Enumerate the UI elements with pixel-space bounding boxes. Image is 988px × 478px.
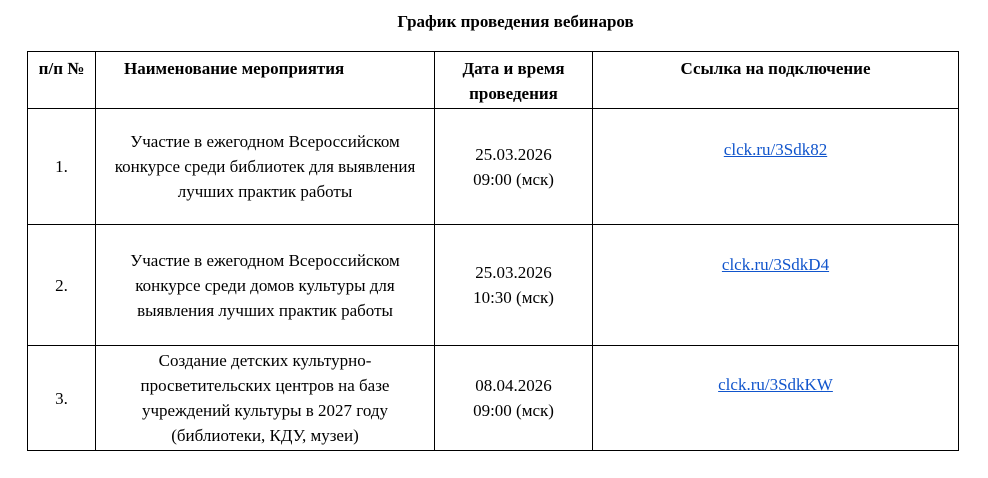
- header-link: Ссылка на подключение: [593, 52, 959, 109]
- event-datetime: [435, 346, 593, 451]
- table-row: [28, 109, 959, 225]
- header-datetime: [435, 52, 593, 109]
- event-link-cell: [593, 109, 959, 225]
- event-date: 08.04.2026: [475, 376, 552, 395]
- event-name: Участие в ежегодном Всероссийском конкурсе среди библиотек для выявления лучших практик работы: [96, 109, 435, 225]
- event-link-cell: [593, 346, 959, 451]
- event-date: 25.03.2026: [475, 144, 552, 164]
- event-time: 09:00 (мск): [473, 401, 554, 420]
- header-name: Наименование мероприятия: [96, 52, 435, 109]
- event-date: 25.03.2026: [475, 263, 552, 282]
- document-title: График проведения вебинаров: [397, 12, 634, 31]
- header-num: п/п №: [28, 52, 96, 109]
- row-number: 2.: [28, 225, 96, 346]
- event-datetime: [435, 109, 593, 225]
- event-time: 09:00 (мск): [473, 169, 554, 189]
- event-datetime: [435, 225, 593, 346]
- table-header-row: [28, 52, 959, 109]
- webinar-schedule-table: [27, 51, 959, 451]
- connection-link[interactable]: clck.ru/3SdkKW: [718, 375, 833, 394]
- table-row: [28, 346, 959, 451]
- header-datetime-line2: проведения: [469, 84, 558, 103]
- event-name: Участие в ежегодном Всероссийском конкурсе среди домов культуры для выявления лучших практик работы: [96, 225, 435, 346]
- header-datetime-line1: Дата и время: [462, 59, 565, 78]
- row-number: 3.: [28, 346, 96, 451]
- event-time: 10:30 (мск): [473, 288, 554, 307]
- event-name: Создание детских культурно-просветительских центров на базе учреждений культуры в 2027 году (библиотеки, КДУ, музеи): [96, 346, 435, 451]
- connection-link[interactable]: clck.ru/3SdkD4: [721, 255, 830, 274]
- table-row: [28, 225, 959, 346]
- row-number: 1.: [28, 109, 96, 225]
- event-link-cell: [593, 225, 959, 346]
- connection-link[interactable]: clck.ru/3Sdk82: [723, 140, 828, 159]
